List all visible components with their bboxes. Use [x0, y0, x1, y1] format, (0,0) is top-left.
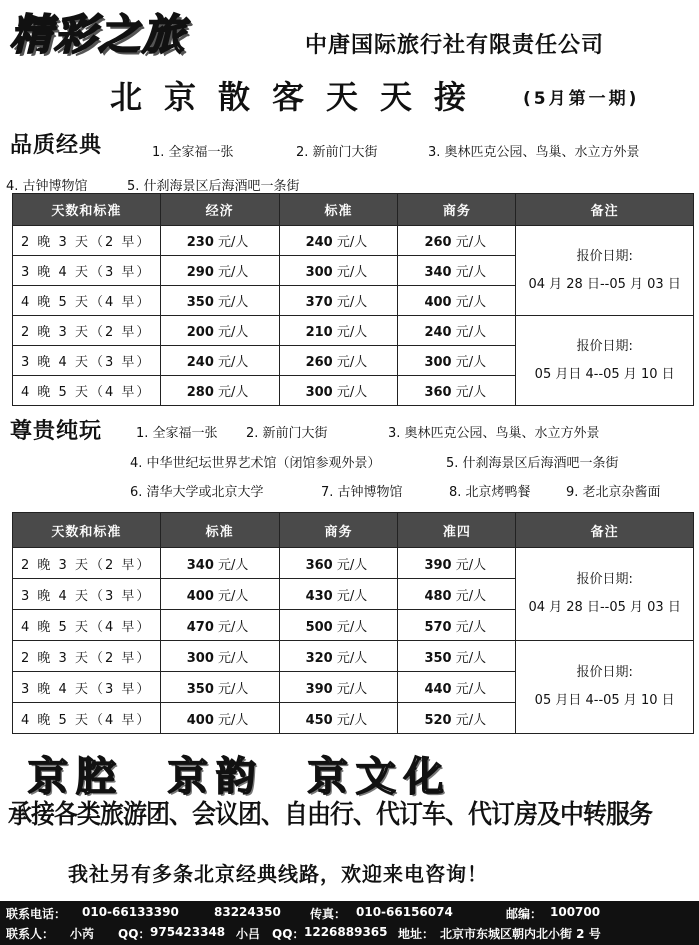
price-cell: 340 元/人: [160, 548, 279, 579]
address-label: 地址：: [398, 927, 435, 941]
price-cell: 210 元/人: [279, 316, 398, 346]
column-header: 天数和标准: [13, 513, 161, 548]
price-cell: 470 元/人: [160, 610, 279, 641]
date-note: 报价日期: 04 月 28 日--05 月 03 日: [516, 226, 694, 316]
price-cell: 200 元/人: [160, 316, 279, 346]
fax-label: 传真：: [310, 907, 347, 921]
price-cell: 360 元/人: [279, 548, 398, 579]
price-cell: 300 元/人: [160, 641, 279, 672]
price-cell: 290 元/人: [160, 256, 279, 286]
date-note: 报价日期: 05 月日 4--05 月 10 日: [516, 641, 694, 734]
date-note: 报价日期: 04 月 28 日--05 月 03 日: [516, 548, 694, 641]
section1-attraction: 5. 什刹海景区后海酒吧一条街: [127, 179, 300, 194]
price-cell: 500 元/人: [279, 610, 398, 641]
section2-attraction: 7. 古钟博物馆: [321, 485, 403, 500]
date-note: 报价日期: 05 月日 4--05 月 10 日: [516, 316, 694, 406]
price-cell: 400 元/人: [398, 286, 516, 316]
row-label: 3 晚 4 天（3 早）: [13, 579, 161, 610]
row-label: 4 晚 5 天（4 早）: [13, 286, 161, 316]
row-label: 4 晚 5 天（4 早）: [13, 703, 161, 734]
column-header: 天数和标准: [13, 194, 161, 226]
fax-number: 010-66156074: [356, 905, 453, 919]
section1-title: 品质经典: [10, 133, 103, 158]
price-cell: 230 元/人: [160, 226, 279, 256]
row-label: 2 晚 3 天（2 早）: [13, 226, 161, 256]
row-label: 2 晚 3 天（2 早）: [13, 641, 161, 672]
qq-number-2: 1226889365: [304, 925, 388, 939]
contact-footer: [0, 901, 699, 945]
section2-attraction: 1. 全家福一张: [136, 426, 218, 441]
price-cell: 300 元/人: [398, 346, 516, 376]
section2-title: 尊贵纯玩: [10, 419, 103, 444]
price-cell: 480 元/人: [398, 579, 516, 610]
contact-name-2: 小吕: [236, 927, 261, 941]
consult-line: 我社另有多条北京经典线路，欢迎来电咨询！: [68, 862, 488, 886]
price-cell: 450 元/人: [279, 703, 398, 734]
table-row: [13, 548, 694, 579]
price-cell: 300 元/人: [279, 256, 398, 286]
issue-label: (5月第一期): [523, 89, 640, 109]
zip-code: 100700: [550, 905, 601, 919]
price-cell: 300 元/人: [279, 376, 398, 406]
contact-name: 小芮: [70, 927, 95, 941]
price-cell: 430 元/人: [279, 579, 398, 610]
section1-attraction: 2. 新前门大街: [296, 145, 378, 160]
section2-attraction: 8. 北京烤鸭餐: [449, 485, 531, 500]
column-header: 标准: [279, 194, 398, 226]
row-label: 2 晚 3 天（2 早）: [13, 548, 161, 579]
price-cell: 260 元/人: [279, 346, 398, 376]
price-cell: 260 元/人: [398, 226, 516, 256]
row-label: 3 晚 4 天（3 早）: [13, 346, 161, 376]
price-cell: 280 元/人: [160, 376, 279, 406]
column-header: 经济: [160, 194, 279, 226]
column-header: 标准: [160, 513, 279, 548]
price-cell: 350 元/人: [398, 641, 516, 672]
row-label: 3 晚 4 天（3 早）: [13, 672, 161, 703]
services-banner: 承接各类旅游团、会议团、自由行、代订车、代订房及中转服务: [8, 800, 653, 830]
section1-attraction: 4. 古钟博物馆: [6, 179, 88, 194]
price-cell: 340 元/人: [398, 256, 516, 286]
qq-label: QQ：: [272, 927, 305, 941]
headline: 北京散客天天接: [110, 78, 489, 116]
price-cell: 240 元/人: [398, 316, 516, 346]
section2-attraction: 6. 清华大学或北京大学: [130, 485, 264, 500]
column-header: 准四: [398, 513, 516, 548]
section2-attraction: 5. 什刹海景区后海酒吧一条街: [446, 456, 619, 471]
table-row: [13, 226, 694, 256]
column-header: 备注: [516, 513, 694, 548]
phone-number: 010-66133390: [82, 905, 179, 919]
section2-attraction: 2. 新前门大街: [246, 426, 328, 441]
price-cell: 440 元/人: [398, 672, 516, 703]
contact-label: 联系人：: [6, 927, 55, 941]
phone-label: 联系电话：: [6, 907, 67, 921]
section2-attraction: 9. 老北京杂酱面: [566, 485, 661, 500]
slogan: 京腔 京韵 京文化: [28, 753, 452, 800]
phone-number-2: 83224350: [214, 905, 281, 919]
price-table-premium: [12, 512, 694, 734]
qq-number: 975423348: [150, 925, 226, 939]
zip-label: 邮编：: [506, 907, 543, 921]
price-cell: 370 元/人: [279, 286, 398, 316]
price-cell: 350 元/人: [160, 286, 279, 316]
column-header: 商务: [398, 194, 516, 226]
section1-attraction: 1. 全家福一张: [152, 145, 234, 160]
price-cell: 570 元/人: [398, 610, 516, 641]
section2-attraction: 3. 奥林匹克公园、鸟巢、水立方外景: [388, 426, 600, 441]
price-cell: 240 元/人: [160, 346, 279, 376]
price-cell: 350 元/人: [160, 672, 279, 703]
address: 北京市东城区朝内北小街 2 号: [440, 927, 601, 941]
row-label: 4 晚 5 天（4 早）: [13, 610, 161, 641]
price-cell: 520 元/人: [398, 703, 516, 734]
price-cell: 360 元/人: [398, 376, 516, 406]
price-table-classic: [12, 193, 694, 406]
qq-label: QQ：: [118, 927, 151, 941]
price-cell: 390 元/人: [279, 672, 398, 703]
logo-text: 精彩之旅: [10, 10, 187, 59]
row-label: 3 晚 4 天（3 早）: [13, 256, 161, 286]
section1-attraction: 3. 奥林匹克公园、鸟巢、水立方外景: [428, 145, 640, 160]
price-cell: 320 元/人: [279, 641, 398, 672]
company-name: 中唐国际旅行社有限责任公司: [305, 33, 605, 58]
price-cell: 400 元/人: [160, 703, 279, 734]
row-label: 2 晚 3 天（2 早）: [13, 316, 161, 346]
column-header: 商务: [279, 513, 398, 548]
price-cell: 390 元/人: [398, 548, 516, 579]
table-row: [13, 641, 694, 672]
price-cell: 240 元/人: [279, 226, 398, 256]
price-cell: 400 元/人: [160, 579, 279, 610]
column-header: 备注: [516, 194, 694, 226]
section2-attraction: 4. 中华世纪坛世界艺术馆（闭馆参观外景）: [130, 456, 381, 471]
row-label: 4 晚 5 天（4 早）: [13, 376, 161, 406]
table-row: [13, 316, 694, 346]
